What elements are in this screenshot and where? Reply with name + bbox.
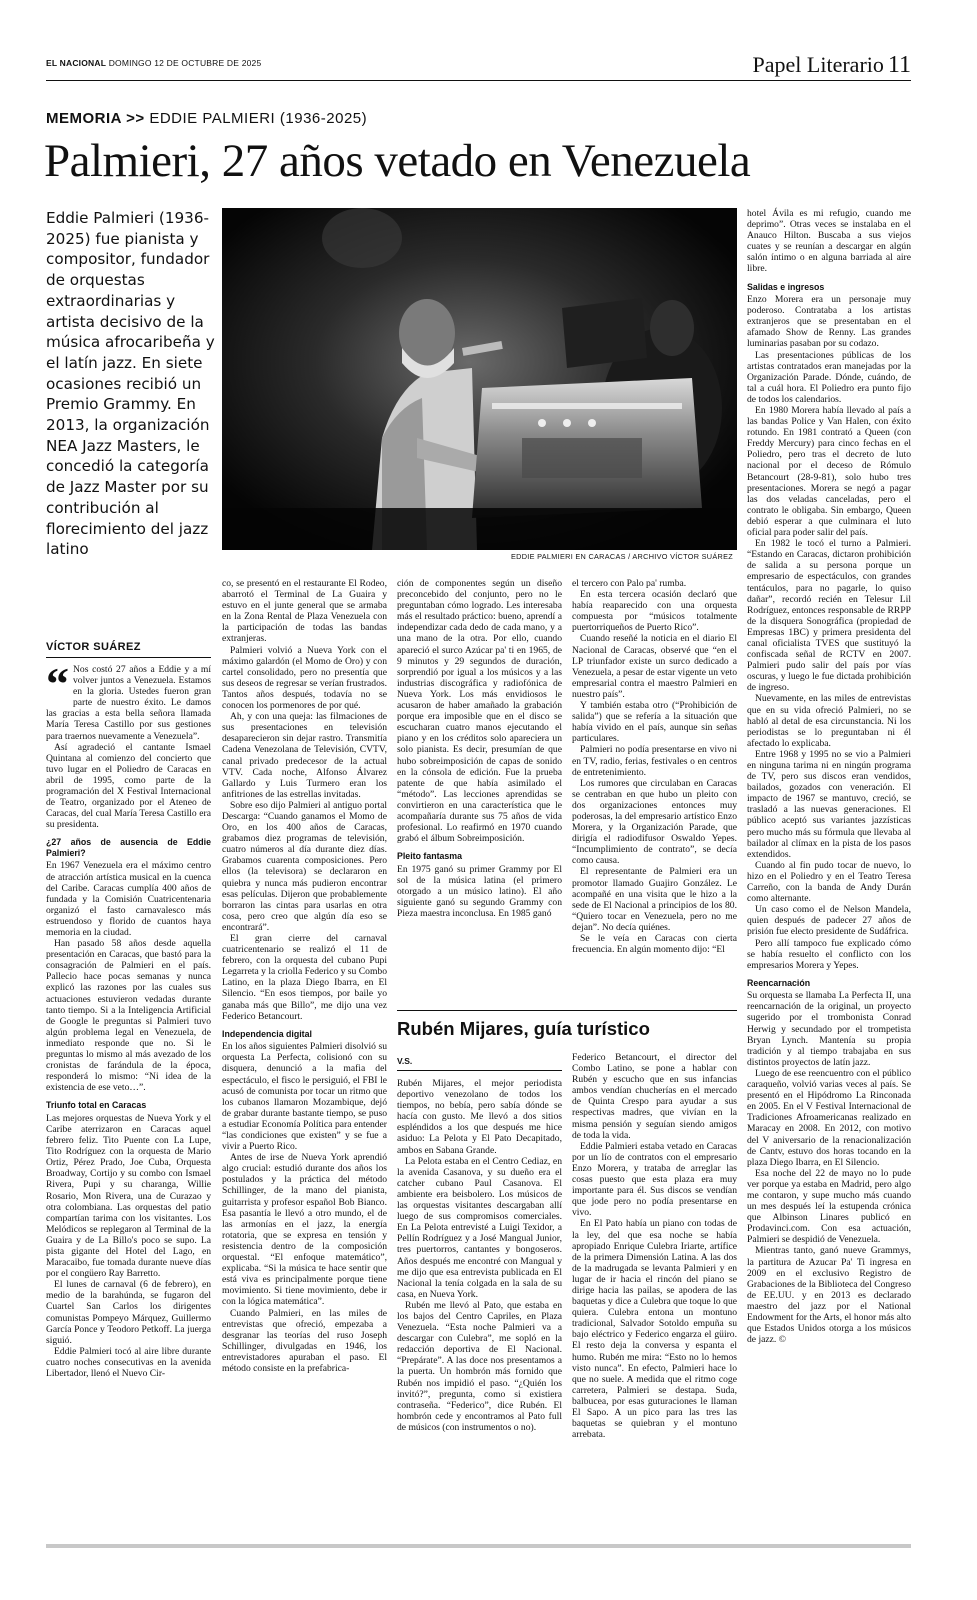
paragraph: hotel Ávila es mi refugio, cuando me deprimo”. Otras veces se instalaba en el Anauco Hilton. Buscaba a sus viejos cuates y se reunían a descargar en algún salón íntimo o en alguna barriada al aire libre.	[747, 208, 911, 275]
paragraph: Las mejores orquestas de Nueva York y el Caribe aterrizaron en Caracas aquel febrero feliz. Tito Puente con La Lupe, Tito Rodríguez con la orquesta de Mario Ortiz, Pérez Prado, Joe Cuba, Orquesta Broadway, Cortijo y su combo con Ismael Rivera, Pupi y su charanga, Willie Rosario, Mon Rivera, una de Curazao y otra colombiana. Las orquestas del patio compartían tarima con los visitantes. Los Melódicos se replegaron al Terminal de la Guaira y de La Billo's poco se supo. La pista gigante del Hotel del Lago, en Maracaibo, fue tomada durante nueve días por el congüero Ray Barretto.	[46, 1112, 211, 1280]
sidebar-top-rule	[397, 1010, 737, 1011]
paragraph: Cuando Palmieri, en las miles de entrevistas que ofreció, empezaba a desgranar las teorías del ruso Joseph Schillinger, divulgadas en 1946, los entrevistadores apuraban el paso. El método consiste en la prefabrica-	[222, 1307, 387, 1374]
sidebar-column-2	[572, 1052, 737, 1440]
section-header	[753, 52, 911, 79]
paragraph: Su orquesta se llamaba La Perfecta II, una reencarnación de la original, un proyecto sugerido por el trombonista Conrad Herwig y secundado por el trompetista Bryan Lynch. Mantenía su propia tradición y al tiempo trabajaba en sus distintos proyectos de latín jazz.	[747, 990, 911, 1068]
paragraph: Ah, y con una queja: las filmaciones de sus presentaciones en televisión desaparecieron sin dejar rastro. Transmitía Cadena Venezolana de Televisión, CVTV, canal privado predecesor de la actual VTV. Cada noche, Alfonso Álvarez Gallardo y Luis Turmero eran los anfitriones de las estrellas invitadas.	[222, 711, 387, 800]
paragraph: Nos costó 27 años a Eddie y a mí volver juntos a Venezuela. Estamos en la gloria. Ustedes fueron gran parte de nuestro éxito. Le damos las gracias a esta bella señora llamada María Teresa Castillo por sus gestiones para traernos nuevamente a Venezuela”.	[46, 664, 211, 742]
kicker-subject: EDDIE PALMIERI (1936-2025)	[149, 110, 368, 127]
paragraph: Nuevamente, en las miles de entrevistas que en su vida ofreció Palmieri, no se habló al detal de esa circunstancia. Ni los periodistas se lo preguntaban ni él afectado lo explicaba.	[747, 693, 911, 749]
paragraph: Y también estaba otro (“Prohibición de salida”) que se refería a la situación que había vivido en el país, aunque sin señas particulares.	[572, 700, 737, 745]
paragraph: En 1967 Venezuela era el máximo centro de atracción artística musical en la cuenca del Caribe. Caracas cumplía 400 años de fundada y la Comisión Cuatricentenaria organizó el fasto carnavalesco más estruendoso y florido de cuantos haya memoria en la ciudad.	[46, 860, 211, 938]
paragraph: Entre 1968 y 1995 no se vio a Palmieri en ninguna tarima ni en ningún programa de TV, pero sus discos eran vendidos, bailados, gozados con veneración. El impacto de 1967 se mantuvo, creció, se trasladó a las nuevas generaciones. El público aceptó sus variantes jazzísticas pero mucho más su fórmula que llevaba al bailador al clímax en la pista de los pasos extendidos.	[747, 748, 911, 860]
paragraph: Federico Betancourt, el director del Combo Latino, se pone a hablar con Rubén y escucho que en sus infancias ambos vendían chucherías en el mercado de Quinta Crespo para ayudar a sus respectivas madres, que vivían en la misma pensión y seguían siendo amigos de toda la vida.	[572, 1052, 737, 1141]
paragraph: Rubén me llevó al Pato, que estaba en los bajos del Centro Capriles, en Plaza Venezuela. “Esta noche Palmieri va a descargar con Culebra”, me sopló en la redacción deportiva de El Nacional. “Prepárate”. A las doce nos presentamos a la puerta. Un hombrón más fornido que Rubén nos impidió el paso. “¿Quién los invitó?”, pregunta, como si existiera contraseña. “Federico”, dice Rubén. El hombrón cede y encontramos al Pato full de músicos (con instrumentos o no).	[397, 1299, 562, 1433]
paragraph: ción de componentes según un diseño preconcebido del conjunto, pero no le preguntaban cómo logrado. Les interesaba más el resultado práctico: bueno, aprendí a independizar cada dedo de cada mano, y a una mano de la otra. Por ello, cuando apareció el surco Azúcar pa' ti en 1965, de 9 minutos y 29 segundos de duración, sorprendió por igual a los músicos y a las industrias discográfica y radiofónica de Nueva York. Los más envidiosos le acusaron de haber amañado la grabación porque era imposible que en el disco se escucharan cuatro manos ejecutando el piano y en los créditos solo apareciera un solo pianista. Es decir, presumían de que hubo sobreimposición de capas de sonido en la cónsola de edición. Fue la prueba patente de que había asimilado el “método”. Las lecciones aprendidas se convirtieron en una característica que le acompañaría durante sus 75 años de vida profesional. Lo reafirmó en 1970 cuando grabó el álbum Sobreimposición.	[397, 578, 562, 845]
subheading: Independencia digital	[222, 1028, 312, 1039]
paragraph: Un caso como el de Nelson Mandela, quien después de padecer 27 años de prisión fue electo presidente de Sudáfrica.	[747, 904, 911, 938]
paragraph: Rubén Mijares, el mejor periodista deportivo venezolano de todos los tiempos, no bebía, pero sabía dónde se hacía con gusto. Me llevó a dos sitios espléndidos a los que después me hice asiduo: La Pelota y El Pato Decapitado, ambos en Sabana Grande.	[397, 1078, 562, 1156]
paragraph: En los años siguientes Palmieri disolvió su orquesta La Perfecta, colisionó con su disquera, denunció a la mafia del espectáculo, el fisco le persiguió, el FBI le acusó de comunista por tocar un ritmo que los cubanos llamaron Mozambique, dejó de grabar durante bastante tiempo, se puso a estudiar Economía Política para entender “las condiciones que existen” y se fue a vivir a Puerto Rico.	[222, 1041, 387, 1153]
issue-date: DOMINGO 12 DE OCTUBRE DE 2025	[108, 58, 262, 68]
paragraph: Han pasado 58 años desde aquella presentación en Caracas, que bastó para la consagración de Palmieri en el país. Pallecio hace pocas semanas y nunca explicó las razones por las cuales sus actuaciones estuvieron vedadas durante tanto tiempo. Si a la Inteligencia Artificial de Google le preguntas si Palmieri tuvo algún problema legal en Venezuela, de inmediato responde que no. Si le preguntas lo mismo al más avezado de los cronistas de farándula de la época, responderá lo mismo: “Ni idea de la existencia de ese veto…”.	[46, 938, 211, 1094]
paragraph: Palmieri no podía presentarse en vivo ni en TV, radio, ferias, festivales o en centros de entretenimiento.	[572, 744, 737, 778]
subheading: Reencarnación	[747, 977, 811, 988]
paper-name: EL NACIONAL	[46, 58, 107, 68]
photo-caption: EDDIE PALMIERI EN CARACAS / ARCHIVO VÍCTOR SUÁREZ	[511, 552, 734, 561]
photo-illustration	[222, 208, 737, 550]
kicker	[46, 110, 367, 127]
subheading: Triunfo total en Caracas	[46, 1100, 147, 1111]
paragraph: Eddie Palmieri tocó al aire libre durante cuatro noches consecutivas en la avenida Libertador, llenó el Nuevo Cir-	[46, 1345, 211, 1380]
paragraph: el tercero con Palo pa' rumba.	[572, 578, 687, 589]
article-column-2	[222, 578, 387, 1374]
sidebar-byline-rule	[397, 1070, 562, 1071]
paragraph: Se le veía en Caracas con cierta frecuencia. En algún momento dijo: “El	[572, 933, 737, 956]
paragraph: Pero allí tampoco fue explicado cómo se había resuelto el conflicto con los empresarios Morera y Yepes.	[747, 937, 911, 971]
subheading: Pleito fantasma	[397, 851, 463, 862]
paragraph: Antes de irse de Nueva York aprendió algo crucial: estudió durante dos años los postulados y la práctica del método Schillinger, de la mano del pianista, guitarrista y profesor español Bob Bianco. Esa pasantía le llevó a otro mundo, el de las armonías en el jazz, la energía rotatoria, que se expresa en tensión y resistencia dentro de la composición orquestal. “El enfoque matemático”, explicaba. “Si la música te hace sentir que está viva es principalmente porque tiene movimiento. Si tiene movimiento, debe ir con la lógica matemática”.	[222, 1152, 387, 1308]
paragraph: En 1975 ganó su primer Grammy por El sol de la música latina (el primero otorgado a un músico latino). El año siguiente ganó su segundo Grammy con Pieza maestra inconclusa. En 1985 ganó	[397, 863, 562, 920]
paragraph: Cuando al fin pudo tocar de nuevo, lo hizo en el Poliedro y en el Teatro Teresa Carreño, con la banda de Andy Durán como alternante.	[747, 859, 911, 905]
photo-eddie-palmieri	[222, 208, 737, 550]
sidebar-byline: V.S.	[397, 1056, 413, 1066]
paragraph: En esta tercera ocasión declaró que había reaparecido con una orquesta compuesta por “músicos totalmente puertorriqueños de Puerto Rico”.	[572, 589, 737, 634]
paragraph: Los rumores que circulaban en Caracas se centraban en que hubo un pleito con dos organizaciones entonces muy poderosas, la del empresario artístico Enzo Morera, y la Organización Parade, que dirigía el radiodifusor Oswaldo Yepes. “Incumplimiento de contrato”, se decía como causa.	[572, 777, 737, 867]
kicker-label: MEMORIA >>	[46, 110, 145, 127]
paragraph: La Pelota estaba en el Centro Cediaz, en la avenida Casanova, y su dueño era el catcher cubano Paul Casanova. El ambiente era beisbolero. Los músicos de las orquestas visitantes descargaban allí luego de sus compromisos comerciales. En La Pelota entrevisté a Luigi Texidor, a Pellín Rodríguez y a José Mangual Junior, tres puertorros, cantantes y bongoseros. Años después me encontré con Mangual y me dijo que esa entrevista publicada en El Nacional la tenía colgada en la sala de su casa, en Nueva York.	[397, 1155, 562, 1300]
headline: Palmieri, 27 años vetado en Venezuela	[44, 135, 751, 187]
paragraph: Mientras tanto, ganó nueve Grammys, la partitura de Azucar Pa' Ti ingresa en 2009 en el exclusivo Registro de Grabaciones de la Biblioteca del Congreso de EE.UU. y en 2013 es declarado maestro del jazz por el National Endowment for the Arts, el honor más alto que Estados Unidos otorga a los músicos de jazz. ©	[747, 1245, 911, 1346]
paragraph: En El Pato había un piano con todas de la ley, del que esa noche se había apropiado Enrique Culebra Iriarte, artífice de la primera Dimensión Latina. A las dos de la madrugada se levanta Palmieri y en lugar de ir hacia el rincón del piano se dirige hacia las pailas, se apodera de las baquetas y dice a Culebra que toque lo que quiera. Culebra entona un montuno tradicional, Salvador Sotoldo empuña su bajo eléctrico y Federico engarza el güiro. El resto deja la conversa y espanta el humo. Rubén me mira: “Esto no lo hemos visto nunca”. En efecto, Palmieri hace lo que no suele. A medida que el ritmo coge carretera, Palmieri se destapa. Suda, balbucea, por esas guturaciones le llaman El Sapo. A un pico para las tres las baquetas se quiebran y el montuno arrebata.	[572, 1218, 737, 1441]
article-column-4	[572, 578, 737, 955]
header-rule	[46, 80, 911, 81]
paragraph: En 1982 le tocó el turno a Palmieri. “Estando en Caracas, dictaron prohibición de salida a su persona porque un empresario de espectáculos, con grandes tentáculos, para no pagarle, lo quiso dañar”, recordó recién en Telesur Lil Rodríguez, entonces responsable de RRPP de la disquera Sonográfica (propiedad de Empresas 1BC) y primera presidenta del canal oficialista TVES que sustituyó la confiscada señal de RCTV en 2007. Palmieri pudo salir del país por vías oscuras, y luego le fue dictada prohibición de ingreso.	[747, 538, 911, 694]
paragraph: Palmieri volvió a Nueva York con el máximo galardón (el Momo de Oro) y con cartel consolidado, pero no presentía que sus deseos de regresar se verían frustrados. Tantos años después, todavía no se conocen los pormenores de por qué.	[222, 644, 387, 712]
section-name: Papel Literario	[752, 52, 884, 77]
byline-rule	[46, 657, 211, 658]
paragraph: Enzo Morera era un personaje muy poderoso. Contrataba a los artistas extranjeros que se presentaban en el afamado Show de Renny. Las grandes luminarias pasaban por su codazo.	[747, 294, 911, 350]
paragraph: El lunes de carnaval (6 de febrero), en medio de la barahúnda, se fugaron del Cuartel San Carlos los dirigentes comunistas Pompeyo Márquez, Guillermo García Ponce y Teodoro Petkoff. La juerga siguió.	[46, 1279, 211, 1346]
page-number: 11	[887, 52, 911, 78]
paragraph: En 1980 Morera había llevado al país a las bandas Police y Van Halen, con éxito rotundo. En 1981 contrató a Queen (con Freddy Mercury) para cinco fechas en el Poliedro, pero tras el decreto de luto nacional por el deceso de Rómulo Betancourt (28-9-81), solo hubo tres presentaciones. Morera se negó a pagar las dos veladas canceladas, pero el contrato le obligaba. Sin embargo, Queen debió esperar a que culminara el luto oficial para poder salir del país.	[747, 405, 911, 539]
paragraph: Luego de ese reencuentro con el público caraqueño, volvió varias veces al país. Se presentó en el Hipódromo La Rinconada en 2005. En el V Festival Internacional de Tradiciones Afroamericanas realizado en Maracay en 2008. En 2012, con motivo del V aniversario de la renacionalización de Cantv, estuvo dos horas tocando en la plaza Diego Ibarra, en El Silencio.	[747, 1067, 911, 1168]
article-column-5	[747, 208, 911, 1345]
subheading: Salidas e ingresos	[747, 281, 825, 292]
paragraph: co, se presentó en el restaurante El Rodeo, abarrotó el Terminal de La Guaira y estuvo en el junte general que se armaba en la Zona Rental de Plaza Venezuela con la participación de todas las bandas extranjeras.	[222, 578, 387, 645]
lede: Eddie Palmieri (1936-2025) fue pianista y compositor, fundador de orquestas extraordinarias y artista decisivo de la música afrocaribeña y el latín jazz. En siete ocasiones recibió un Premio Grammy. En 2013, la organización NEA Jazz Masters, le concedió la categoría de Jazz Master por su contribución al florecimiento del jazz latino	[46, 209, 215, 559]
sidebar-title: Rubén Mijares, guía turístico	[397, 1018, 650, 1039]
drop-cap: “	[46, 658, 69, 709]
paragraph: Esa noche del 22 de mayo no lo pude ver porque ya estaba en Madrid, pero algo me contaron, y supe mucho más cuando un mes después leí la estupenda crónica que Albinson Linares publicó en Prodavinci.com. Con esa actuación, Palmieri se despidió de Venezuela.	[747, 1167, 911, 1246]
subheading: ¿27 años de ausencia de Eddie Palmieri?	[46, 837, 211, 858]
paragraph: Sobre eso dijo Palmieri al antiguo portal Descarga: “Cuando ganamos el Momo de Oro, en los 400 años de Caracas, grabamos diez programas de televisión, cuatro números al día durante diez días. Grabamos cuarenta composiciones. Pero ellos (la televisora) se declararon en quiebra y nunca más pudieron encontrar esas películas. Dijeron que probablemente borraron las cintas para usarlas en otra cosa, pero creo que algún día eso se encontrará”.	[222, 799, 387, 933]
paragraph: Cuando reseñé la noticia en el diario El Nacional de Caracas, observé que “en el LP triunfador existe un surco dedicado a Venezuela, a pesar de estar vigente un veto empresarial contra el maestro Palmieri en nuestro país”.	[572, 633, 737, 700]
paragraph: El representante de Palmieri era un promotor llamado Guajiro González. Le acompañé en una visita que le hizo a la sede de El Nacional a principios de los 80. “Quiero tocar en Venezuela, pero no me dejan”. No decía quiénes.	[572, 866, 737, 933]
sidebar-column-1	[397, 1078, 562, 1433]
byline: VÍCTOR SUÁREZ	[46, 641, 141, 653]
article-column-1	[46, 658, 211, 1380]
article-column-3	[397, 578, 562, 919]
masthead	[46, 58, 261, 68]
paragraph: El gran cierre del carnaval cuatricentenario se realizó el 11 de febrero, con la orquesta del cubano Pupi Legarreta y la criolla Federico y su Combo Latino, en la plaza Diego Ibarra, en El Silencio. “En esos tiempos, por baile yo ganaba más que Billo”, me dijo una vez Federico Betancourt.	[222, 933, 387, 1022]
footer-bar	[46, 1544, 911, 1548]
paragraph: Las presentaciones públicas de los artistas contratados eran manejadas por la Organización Parade. Dónde, cuándo, de tal a cuál hora. El Poliedro era punto fijo de todos los calendarios.	[747, 349, 911, 405]
paragraph: Eddie Palmieri estaba vetado en Caracas por un lío de contratos con el empresario Enzo Morera, y trataba de arreglar las cosas puesto que esta plaza era muy importante para él. Sus discos se vendían que jode pero no podía presentarse en vivo.	[572, 1140, 737, 1219]
paragraph: Así agradeció el cantante Ismael Quintana al comienzo del concierto que tuvo lugar en el Poliedro de Caracas en abril de 1995, como parte de la programación del X Festival Internacional de Teatro, organizado por el Ateneo de Caracas, del cual María Teresa Castillo era su presidenta.	[46, 741, 211, 831]
